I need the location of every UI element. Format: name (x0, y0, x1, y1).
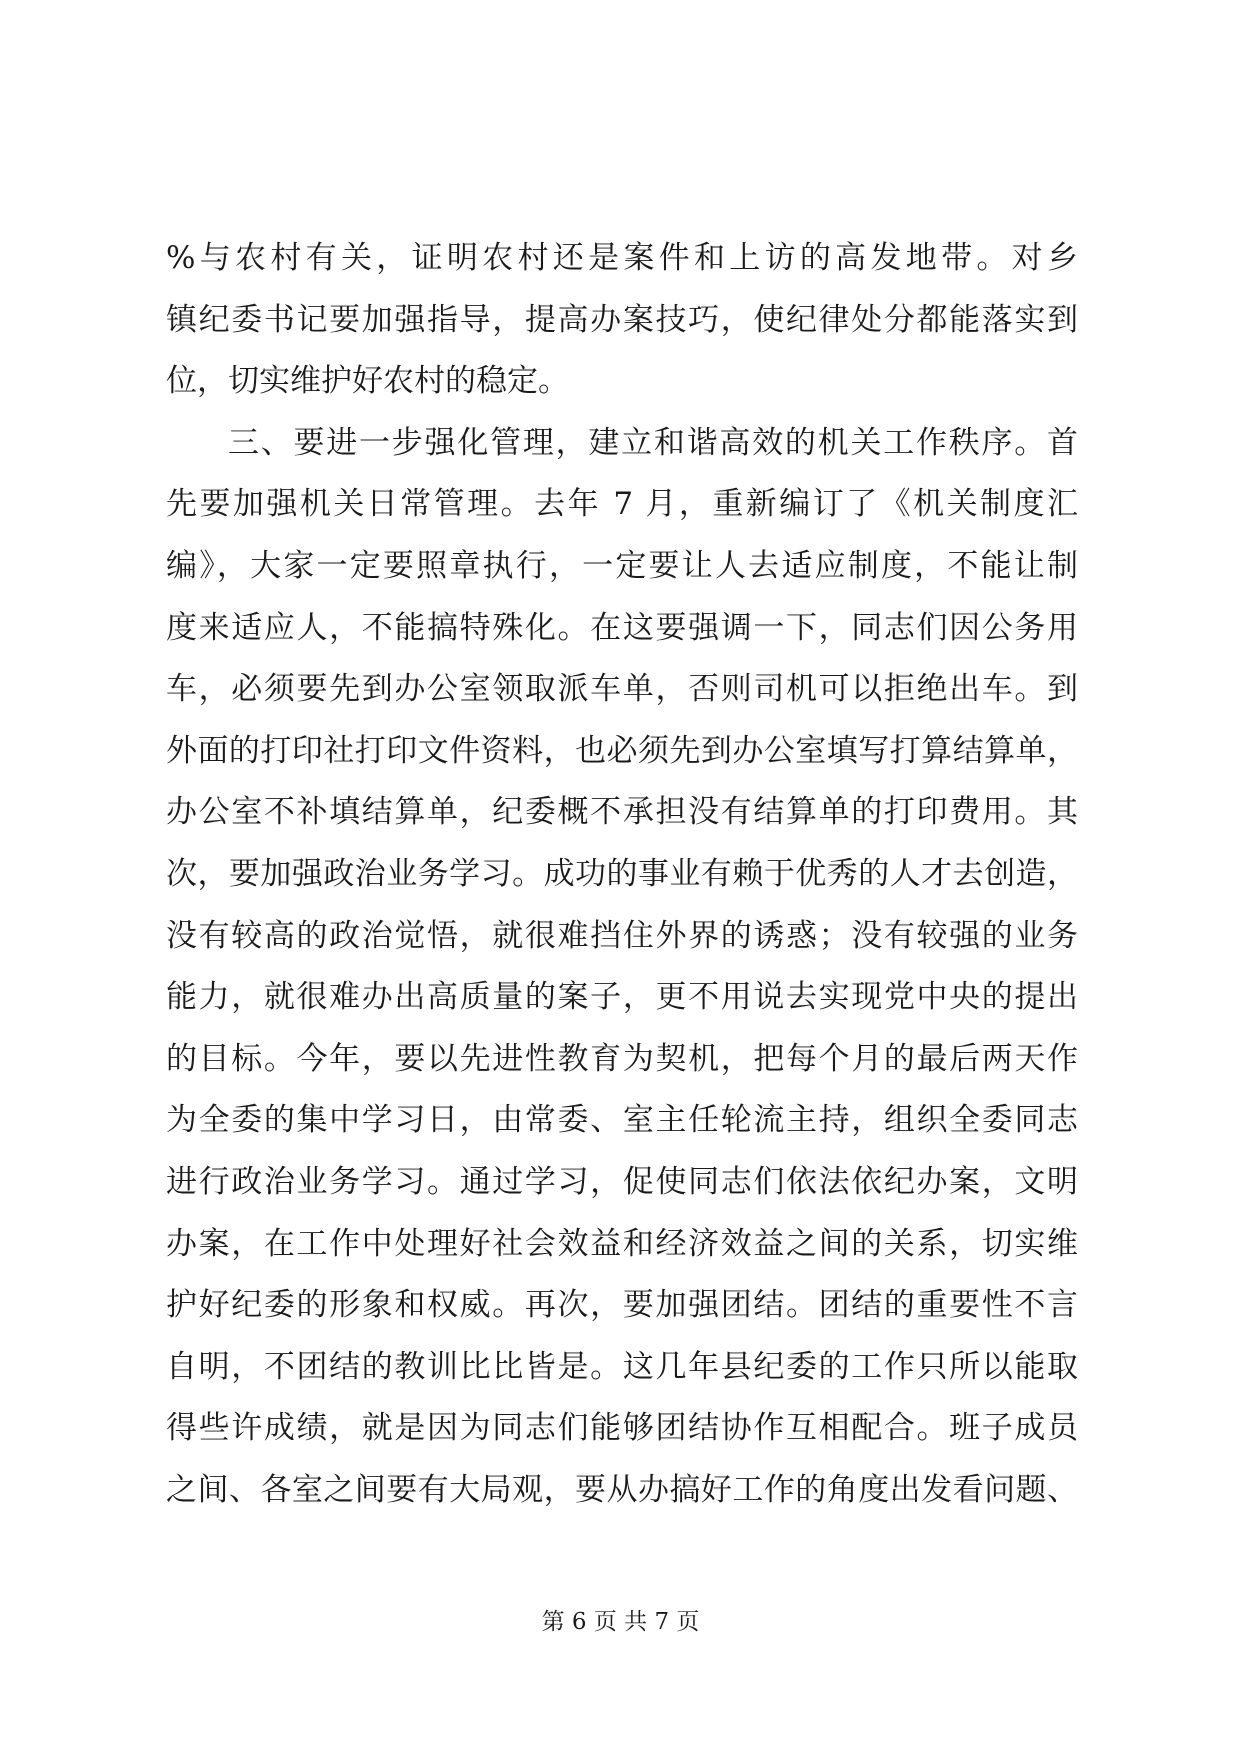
text-line: 编》，大家一定要照章执行，一定要让人去适应制度，不能让制 (166, 547, 1078, 584)
text-line: 得些许成绩，就是因为同志们能够团结协作互相配合。班子成员 (166, 1410, 1078, 1447)
text-line: 镇纪委书记要加强指导，提高办案技巧，使纪律处分都能落实到 (166, 301, 1078, 338)
page-number-footer: 第 6 页 共 7 页 (541, 1609, 700, 1635)
text-line: 办公室不补填结算单，纪委概不承担没有结算单的打印费用。其 (166, 794, 1078, 831)
text-line: 三、要进一步强化管理，建立和谐高效的机关工作秩序。首 (228, 424, 1078, 461)
text-line: %与农村有关，证明农村还是案件和上访的高发地带。对乡 (166, 240, 1078, 276)
text-line: 外面的打印社打印文件资料，也必须先到办公室填写打算结算单， (166, 732, 1078, 769)
text-line: 之间、各室之间要有大局观，要从办搞好工作的角度出发看问题、 (166, 1471, 1078, 1508)
text-line: 位，切实维护好农村的稳定。 (166, 363, 569, 400)
text-line: 次，要加强政治业务学习。成功的事业有赖于优秀的人才去创造， (166, 855, 1078, 892)
text-line: 的目标。今年，要以先进性教育为契机，把每个月的最后两天作 (166, 1040, 1078, 1077)
text-line: 护好纪委的形象和权威。再次，要加强团结。团结的重要性不言 (166, 1287, 1078, 1324)
text-line: 自明，不团结的教训比比皆是。这几年县纪委的工作只所以能取 (166, 1348, 1078, 1385)
body-text (166, 228, 1078, 1521)
text-line: 能力，就很难办出高质量的案子，更不用说去实现党中央的提出 (166, 979, 1078, 1016)
text-line: 办案，在工作中处理好社会效益和经济效益之间的关系，切实维 (166, 1225, 1078, 1262)
text-line: 先要加强机关日常管理。去年 7 月，重新编订了《机关制度汇 (166, 486, 1078, 523)
text-line: 进行政治业务学习。通过学习，促使同志们依法依纪办案，文明 (166, 1163, 1078, 1200)
text-line: 没有较高的政治觉悟，就很难挡住外界的诱惑；没有较强的业务 (166, 917, 1078, 954)
text-line: 车，必须要先到办公室领取派车单，否则司机可以拒绝出车。到 (166, 671, 1078, 708)
text-line: 为全委的集中学习日，由常委、室主任轮流主持，组织全委同志 (166, 1102, 1078, 1139)
text-line: 度来适应人，不能搞特殊化。在这要强调一下，同志们因公务用 (166, 609, 1078, 646)
